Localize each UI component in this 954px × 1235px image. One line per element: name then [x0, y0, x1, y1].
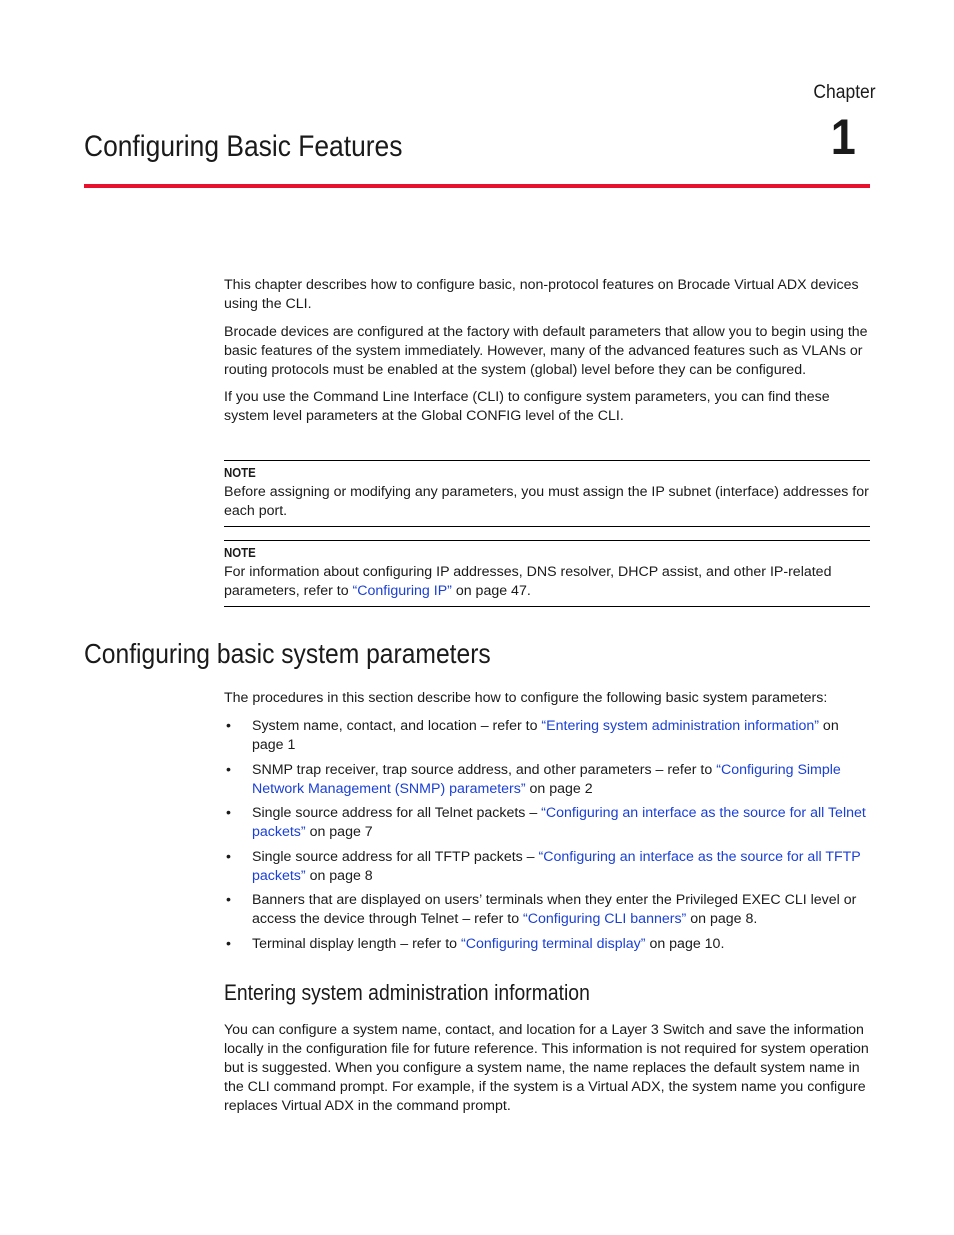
link-cli-banners[interactable]: “Configuring CLI banners”	[523, 911, 687, 927]
note-box-1	[224, 460, 870, 527]
item-page-ref: on page 8	[305, 867, 373, 884]
note-text-before: For information about configuring IP addresses, DNS resolver, DHCP assist, and other IP-related parameters, refer to	[224, 564, 832, 599]
bullet: •	[226, 718, 231, 734]
item-text: SNMP trap receiver, trap source address, and other parameters – refer to	[252, 761, 717, 778]
intro-paragraph-1: This chapter describes how to configure basic, non-protocol features on Brocade Virtual ADX devices using the CLI.	[224, 277, 859, 312]
link-telnet-source[interactable]: “Configuring an interface as the source for all Telnet packets”	[252, 805, 866, 840]
item-text: Single source address for all Telnet packets –	[252, 805, 542, 821]
note-text: Before assigning or modifying any parameters, you must assign the IP subnet (interface) addresses for each port.	[224, 484, 869, 519]
item-text: Banners that are displayed on users’ terminals when they enter the Privileged EXEC CLI level or access the device through Telnet – refer to	[252, 892, 857, 927]
list-item	[224, 717, 870, 755]
note-label: NOTE	[224, 545, 256, 560]
link-terminal-display[interactable]: “Configuring terminal display”	[460, 935, 646, 952]
link-entering-system-admin[interactable]: “Entering system administration information”	[541, 718, 819, 734]
section2-paragraph: You can configure a system name, contact, and location for a Layer 3 Switch and save the information locally in the configuration file for future reference. This information is not required for system operation but is suggested. When you configure a system name, the name replaces the default system name in the CLI command prompt. For example, if the system is a Virtual ADX, the system name you configure replaces Virtual ADX in the command prompt.	[224, 1022, 869, 1114]
bullet: •	[226, 848, 231, 865]
link-tftp-source[interactable]: “Configuring an interface as the source for all TFTP packets”	[252, 848, 861, 884]
item-page-ref: on page 7	[305, 824, 373, 840]
list-item	[224, 804, 870, 842]
item-page-ref: on page 1	[252, 718, 839, 753]
item-text: Single source address for all TFTP packets –	[252, 848, 539, 865]
parameter-list	[224, 717, 870, 954]
section1-body	[224, 689, 870, 959]
link-configuring-ip[interactable]: “Configuring IP”	[352, 583, 452, 599]
section-heading: Configuring basic system parameters	[84, 638, 491, 669]
list-item	[224, 891, 870, 929]
list-item	[224, 848, 870, 886]
item-text: Terminal display length – refer to	[252, 935, 461, 952]
item-page-ref: on page 8.	[686, 911, 758, 927]
note-text	[224, 563, 870, 601]
list-item	[224, 761, 870, 799]
intro-paragraph-2: Brocade devices are configured at the factory with default parameters that allow you to begin using the basic features of the system immediately. However, many of the advanced features such as VLANs or routing protocols must be enabled at the system (global) level before they can be configured.	[224, 323, 868, 378]
chapter-number: 1	[830, 109, 856, 165]
subsection-heading: Entering system administration information	[224, 980, 590, 1005]
chapter-title-rule	[84, 184, 870, 188]
intro-block	[224, 276, 870, 435]
bullet: •	[226, 935, 231, 952]
link-configuring-snmp[interactable]: “Configuring Simple Network Management (SNMP) parameters”	[252, 761, 841, 797]
note-text-after: on page 47.	[451, 583, 531, 599]
note-label: NOTE	[224, 465, 256, 480]
note-box-2	[224, 540, 870, 607]
intro-paragraph-3: If you use the Command Line Interface (CLI) to configure system parameters, you can find these system level parameters at the Global CONFIG level of the CLI.	[224, 389, 830, 424]
chapter-label: Chapter	[813, 82, 876, 103]
section1-intro: The procedures in this section describe how to configure the following basic system parameters:	[224, 690, 828, 706]
section2-body	[224, 1021, 870, 1125]
list-item	[224, 935, 870, 954]
bullet: •	[226, 805, 231, 821]
item-page-ref: on page 10.	[645, 935, 725, 952]
chapter-title: Configuring Basic Features	[84, 130, 403, 163]
bullet: •	[226, 892, 231, 908]
bullet: •	[226, 761, 231, 778]
item-page-ref: on page 2	[525, 780, 593, 797]
item-text: System name, contact, and location – refer to	[252, 718, 542, 734]
